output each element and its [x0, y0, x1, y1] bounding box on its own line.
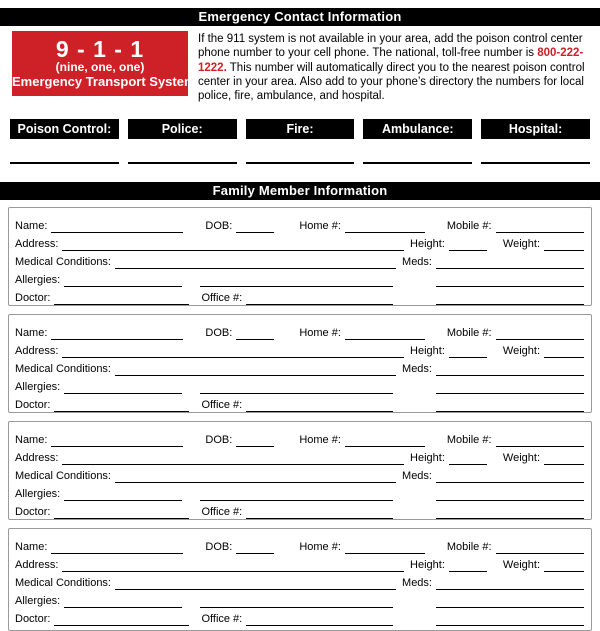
address-label: Address:: [15, 452, 59, 465]
meds-extra-input-2[interactable]: [436, 506, 584, 519]
member-row-doctor: [15, 501, 584, 519]
home-phone-input[interactable]: [345, 434, 425, 447]
home-phone-label: Home #:: [299, 434, 341, 447]
allergies-label: Allergies:: [15, 488, 61, 501]
section-header-family: [0, 182, 600, 200]
weight-input[interactable]: [544, 238, 584, 251]
911-code: 9 - 1 - 1: [55, 36, 145, 62]
family-member-card: [8, 207, 592, 306]
address-input[interactable]: [62, 238, 404, 251]
office-phone-input[interactable]: [246, 292, 393, 305]
911-badge: [12, 31, 196, 96]
address-input[interactable]: [62, 452, 404, 465]
weight-label: Weight:: [502, 452, 540, 465]
mobile-phone-input[interactable]: [496, 434, 584, 447]
member-row-medical: [15, 572, 584, 590]
member-row-address: [15, 340, 584, 358]
mobile-phone-label: Mobile #:: [446, 541, 492, 554]
dob-input[interactable]: [236, 541, 274, 554]
mobile-phone-input[interactable]: [496, 220, 584, 233]
ambulance-input[interactable]: [363, 139, 472, 164]
dob-input[interactable]: [236, 220, 274, 233]
allergies-input[interactable]: [64, 488, 182, 501]
family-member-card: [8, 421, 592, 520]
emergency-section-title: Emergency Contact Information: [198, 9, 402, 24]
member-row-allergies: [15, 376, 584, 394]
doctor-input[interactable]: [54, 613, 189, 626]
section-header-emergency: [0, 8, 600, 26]
height-input[interactable]: [449, 452, 487, 465]
member-row-address: [15, 233, 584, 251]
height-input[interactable]: [449, 238, 487, 251]
home-phone-input[interactable]: [345, 220, 425, 233]
member-row-doctor: [15, 394, 584, 412]
poison-control-label: Poison Control:: [10, 119, 119, 139]
doctor-label: Doctor:: [15, 292, 51, 305]
medical-conditions-input[interactable]: [115, 363, 396, 376]
weight-label: Weight:: [502, 559, 540, 572]
member-row-address: [15, 447, 584, 465]
weight-input[interactable]: [544, 345, 584, 358]
allergies-extra-input[interactable]: [200, 381, 393, 394]
mobile-phone-label: Mobile #:: [446, 434, 492, 447]
mobile-phone-input[interactable]: [496, 541, 584, 554]
allergies-extra-input[interactable]: [200, 595, 393, 608]
name-input[interactable]: [51, 434, 183, 447]
meds-label: Meds:: [402, 363, 432, 376]
allergies-label: Allergies:: [15, 274, 61, 287]
address-label: Address:: [15, 345, 59, 358]
poison-control-input[interactable]: [10, 139, 119, 164]
name-label: Name:: [15, 220, 48, 233]
name-label: Name:: [15, 541, 48, 554]
medical-conditions-input[interactable]: [115, 577, 396, 590]
home-phone-input[interactable]: [345, 541, 425, 554]
height-input[interactable]: [449, 345, 487, 358]
member-row-doctor: [15, 287, 584, 305]
meds-label: Meds:: [402, 470, 432, 483]
family-member-card: [8, 528, 592, 631]
meds-extra-input-2[interactable]: [436, 292, 584, 305]
medical-conditions-input[interactable]: [115, 470, 396, 483]
meds-input[interactable]: [436, 363, 584, 376]
instructions-before-phone: If the 911 system is not available in your area, add the poison control center phone number to your cell phone. The national, toll-free number is: [198, 33, 583, 60]
meds-extra-input-1[interactable]: [436, 274, 584, 287]
weight-label: Weight:: [502, 345, 540, 358]
police-input[interactable]: [128, 139, 237, 164]
weight-label: Weight:: [502, 238, 540, 251]
911-caption: Emergency Transport System: [12, 74, 196, 89]
office-phone-input[interactable]: [246, 613, 393, 626]
member-row-name: [15, 429, 584, 447]
allergies-label: Allergies:: [15, 381, 61, 394]
doctor-input[interactable]: [54, 292, 189, 305]
member-row-medical: [15, 251, 584, 269]
home-phone-label: Home #:: [299, 220, 341, 233]
medical-conditions-label: Medical Conditions:: [15, 470, 111, 483]
meds-extra-input-2[interactable]: [436, 399, 584, 412]
name-label: Name:: [15, 434, 48, 447]
member-row-medical: [15, 465, 584, 483]
dob-label: DOB:: [205, 220, 233, 233]
meds-input[interactable]: [436, 577, 584, 590]
medical-conditions-label: Medical Conditions:: [15, 577, 111, 590]
medical-conditions-input[interactable]: [115, 256, 396, 269]
member-row-allergies: [15, 483, 584, 501]
meds-label: Meds:: [402, 577, 432, 590]
name-input[interactable]: [51, 220, 183, 233]
height-label: Height:: [410, 345, 445, 358]
dob-label: DOB:: [205, 327, 233, 340]
meds-input[interactable]: [436, 470, 584, 483]
name-input[interactable]: [51, 327, 183, 340]
address-label: Address:: [15, 238, 59, 251]
office-phone-label: Office #:: [201, 613, 243, 626]
office-phone-input[interactable]: [246, 399, 393, 412]
address-input[interactable]: [62, 559, 404, 572]
mobile-phone-label: Mobile #:: [446, 327, 492, 340]
mobile-phone-label: Mobile #:: [446, 220, 492, 233]
office-phone-input[interactable]: [246, 506, 393, 519]
poison-control-phone-number: 800-222-1222.: [198, 47, 584, 74]
contact-column-hospital: [481, 119, 590, 164]
medical-conditions-label: Medical Conditions:: [15, 256, 111, 269]
dob-label: DOB:: [205, 541, 233, 554]
contact-column-police: [128, 119, 237, 164]
meds-extra-input-1[interactable]: [436, 488, 584, 501]
meds-extra-input-1[interactable]: [436, 381, 584, 394]
address-input[interactable]: [62, 345, 404, 358]
name-label: Name:: [15, 327, 48, 340]
doctor-input[interactable]: [54, 506, 189, 519]
allergies-input[interactable]: [64, 595, 182, 608]
emergency-contacts-row: [10, 119, 590, 164]
allergies-input[interactable]: [64, 274, 182, 287]
emergency-info-row: [12, 31, 588, 103]
fire-input[interactable]: [246, 139, 355, 164]
member-row-name: [15, 215, 584, 233]
member-row-medical: [15, 358, 584, 376]
office-phone-label: Office #:: [201, 292, 243, 305]
doctor-input[interactable]: [54, 399, 189, 412]
allergies-extra-input[interactable]: [200, 274, 393, 287]
member-row-allergies: [15, 590, 584, 608]
member-row-doctor: [15, 608, 584, 626]
height-label: Height:: [410, 238, 445, 251]
meds-label: Meds:: [402, 256, 432, 269]
police-label: Police:: [128, 119, 237, 139]
family-section-title: Family Member Information: [212, 183, 388, 199]
allergies-extra-input[interactable]: [200, 488, 393, 501]
instructions-text: [198, 31, 588, 103]
fire-label: Fire:: [246, 119, 355, 139]
weight-input[interactable]: [544, 559, 584, 572]
dob-input[interactable]: [236, 434, 274, 447]
dob-input[interactable]: [236, 327, 274, 340]
height-label: Height:: [410, 452, 445, 465]
medical-conditions-label: Medical Conditions:: [15, 363, 111, 376]
name-input[interactable]: [51, 541, 183, 554]
member-row-name: [15, 536, 584, 554]
hospital-label: Hospital:: [481, 119, 590, 139]
meds-extra-input-2[interactable]: [436, 613, 584, 626]
doctor-label: Doctor:: [15, 506, 51, 519]
weight-input[interactable]: [544, 452, 584, 465]
member-row-address: [15, 554, 584, 572]
meds-input[interactable]: [436, 256, 584, 269]
family-member-list: [8, 207, 592, 631]
contact-column-fire: [246, 119, 355, 164]
allergies-input[interactable]: [64, 381, 182, 394]
contact-column-ambulance: [363, 119, 472, 164]
office-phone-label: Office #:: [201, 506, 243, 519]
contact-column-poison-control: [10, 119, 119, 164]
mobile-phone-input[interactable]: [496, 327, 584, 340]
doctor-label: Doctor:: [15, 613, 51, 626]
address-label: Address:: [15, 559, 59, 572]
family-member-card: [8, 314, 592, 413]
member-row-allergies: [15, 269, 584, 287]
member-row-name: [15, 322, 584, 340]
instructions-after-phone: This number will automatically direct you to the nearest poison control center in your area. Also add to your phone’s directory the numbers for local police, fire, ambulance, and hospital.: [198, 61, 585, 103]
height-input[interactable]: [449, 559, 487, 572]
meds-extra-input-1[interactable]: [436, 595, 584, 608]
doctor-label: Doctor:: [15, 399, 51, 412]
ambulance-label: Ambulance:: [363, 119, 472, 139]
allergies-label: Allergies:: [15, 595, 61, 608]
home-phone-input[interactable]: [345, 327, 425, 340]
hospital-input[interactable]: [481, 139, 590, 164]
home-phone-label: Home #:: [299, 541, 341, 554]
911-code-words: (nine, one, one): [55, 60, 145, 74]
dob-label: DOB:: [205, 434, 233, 447]
office-phone-label: Office #:: [201, 399, 243, 412]
home-phone-label: Home #:: [299, 327, 341, 340]
height-label: Height:: [410, 559, 445, 572]
